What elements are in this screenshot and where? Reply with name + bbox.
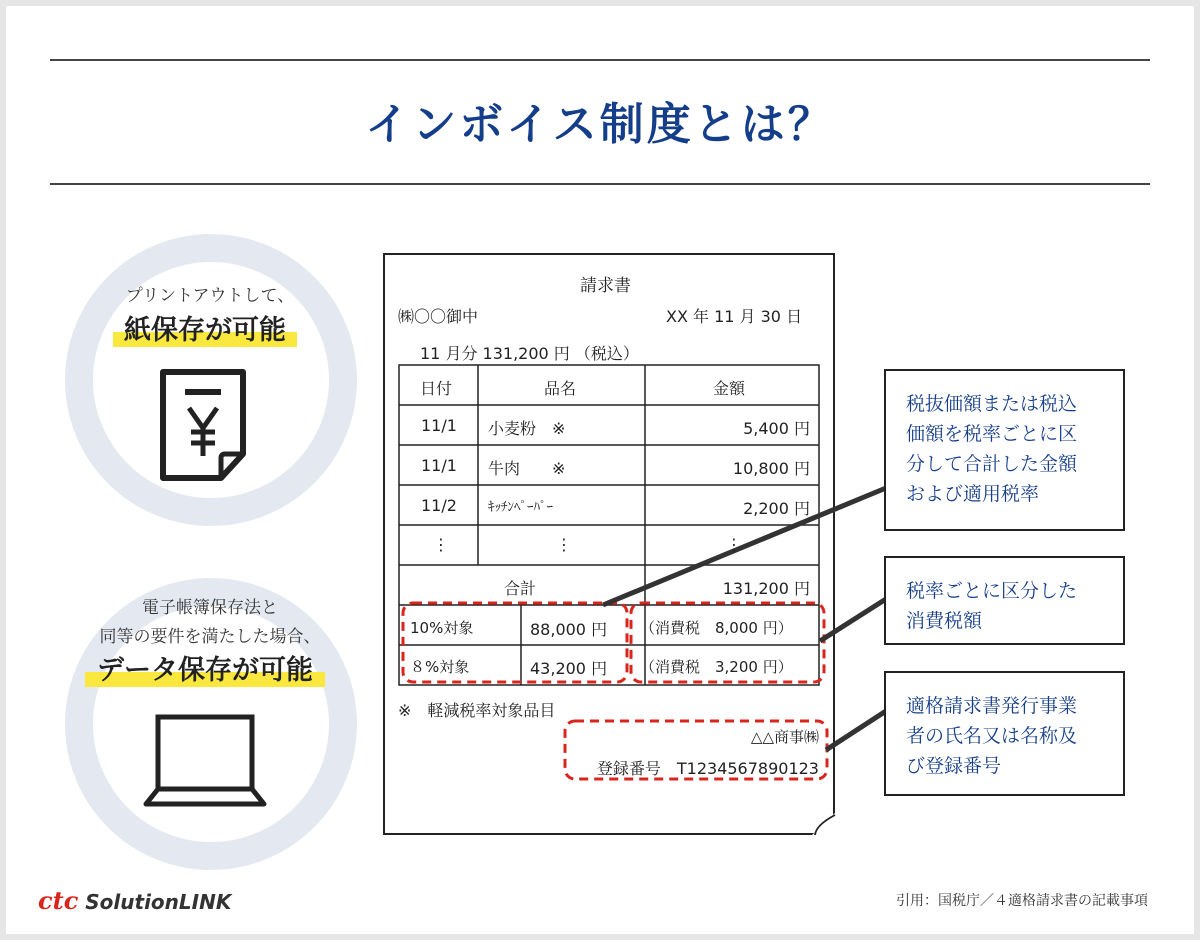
row-date-ellipsis: ⋮ [433, 535, 449, 554]
row-date: 11/1 [421, 456, 457, 475]
callout-line: 価額を税率ごとに区 [906, 423, 1078, 445]
callout-tax-totals [884, 369, 1125, 531]
total-amount: 131,200 円 [722, 579, 810, 598]
callout-consumption-tax [884, 556, 1125, 645]
invoice-note: ※ 軽減税率対象品目 [398, 701, 556, 720]
paper-storage-highlight: 紙保存が可能 [113, 308, 297, 347]
callout-line: 適格請求書発行事業 [906, 695, 1078, 717]
tax-rate-label: ８%対象 [410, 658, 470, 676]
row-amount-ellipsis: ⋮ [726, 535, 742, 554]
page-title: インボイス制度とは？ [365, 99, 835, 150]
source-citation: 引用：国税庁／４適格請求書の記載事項 [896, 893, 1148, 909]
column-header-amount: 金額 [713, 379, 746, 398]
logo-text: SolutionLINK [85, 890, 232, 914]
data-storage-highlight: データ保存が可能 [85, 648, 325, 687]
row-item: 牛肉 ※ [488, 459, 566, 478]
callout-line: 税率ごとに区分した [906, 580, 1078, 602]
tax-rate-amount: 43,200 円 [530, 659, 608, 678]
tax-rate-amount: 88,000 円 [530, 620, 608, 639]
row-date: 11/2 [421, 496, 457, 515]
data-storage-caption-2: 同等の要件を満たした場合、 [99, 627, 321, 647]
column-header-date: 日付 [420, 379, 453, 398]
issuer-name: △△商事㈱ [750, 728, 819, 746]
callout-line: 消費税額 [906, 610, 983, 632]
row-amount: 5,400 円 [743, 419, 810, 438]
callout-line: 分して合計した金額 [906, 453, 1078, 475]
row-date: 11/1 [421, 416, 457, 435]
callout-line: び登録番号 [906, 755, 1002, 777]
ctc-logo [38, 886, 231, 915]
callout-line: 者の氏名又は名称及 [906, 725, 1078, 747]
row-item: 小麦粉 ※ [488, 419, 566, 438]
invoice-date: XX 年 11 月 30 日 [666, 307, 803, 326]
invoice-recipient: ㈱〇〇御中 [398, 307, 479, 326]
logo-mark: ctc [38, 886, 79, 915]
tax-amount: （消費税 8,000 円） [640, 619, 793, 637]
total-label: 合計 [504, 579, 537, 598]
row-item-ellipsis: ⋮ [556, 535, 572, 554]
callout-line: および適用税率 [906, 483, 1040, 505]
invoice-heading: 請求書 [580, 276, 631, 296]
row-amount: 10,800 円 [732, 459, 810, 478]
row-amount: 2,200 円 [743, 499, 810, 518]
data-storage-caption-1: 電子帳簿保存法と [142, 598, 278, 618]
tax-amount: （消費税 3,200 円） [640, 658, 793, 676]
invoice-summary: 11 月分 131,200 円 （税込） [420, 344, 639, 363]
registration-number: 登録番号 T1234567890123 [596, 759, 819, 778]
row-item: ｷｯﾁﾝﾍﾟｰﾊﾟｰ [488, 500, 553, 515]
callout-line: 税抜価額または税込 [906, 393, 1078, 415]
callout-registration [884, 671, 1125, 796]
paper-storage-caption: プリントアウトして、 [125, 286, 295, 306]
column-header-item: 品名 [544, 379, 577, 398]
tax-rate-label: 10%対象 [410, 619, 474, 637]
